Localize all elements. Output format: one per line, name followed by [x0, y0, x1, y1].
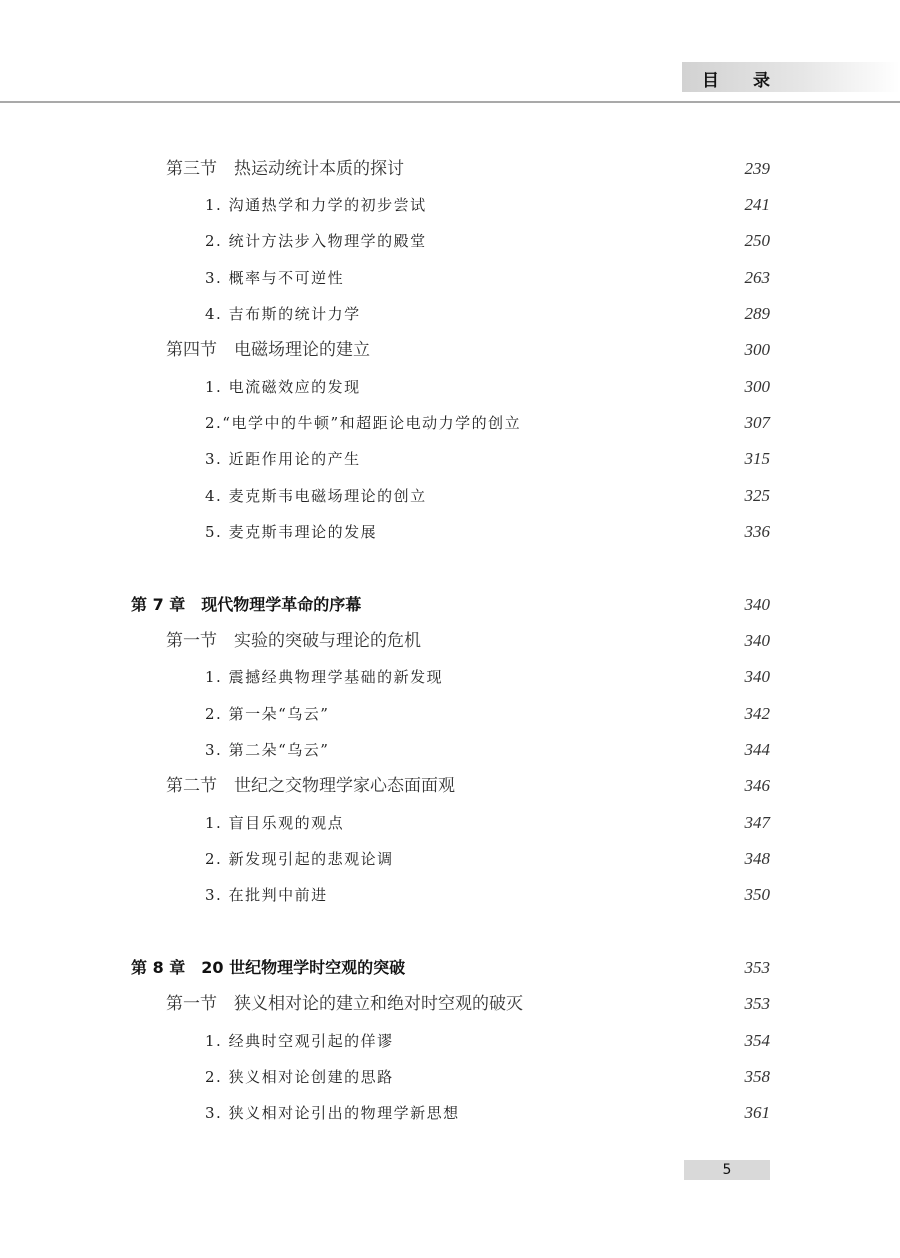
toc-entry-page: 353 — [744, 958, 770, 977]
toc-item — [0, 808, 900, 838]
toc-entry-title: 4. 吉布斯的统计力学 — [205, 305, 361, 323]
toc-item — [0, 408, 900, 438]
toc-item — [0, 880, 900, 910]
toc-entry-page: 346 — [744, 776, 770, 795]
toc-entry-title: 1. 电流磁效应的发现 — [205, 378, 361, 396]
toc-entry-title: 2. 第一朵“乌云” — [205, 705, 330, 723]
toc-entry-title: 5. 麦克斯韦理论的发展 — [205, 523, 378, 541]
toc-entry-title: 第二节 世纪之交物理学家心态面面观 — [166, 776, 455, 796]
toc-item — [0, 481, 900, 511]
toc-entry-page: 340 — [744, 595, 770, 614]
toc-item — [0, 662, 900, 692]
page-number: 5 — [722, 1162, 732, 1178]
toc-entry-page: 340 — [744, 667, 770, 686]
toc-section — [0, 989, 900, 1019]
toc-entry-title: 4. 麦克斯韦电磁场理论的创立 — [205, 487, 427, 505]
toc-section — [0, 335, 900, 365]
toc-item — [0, 263, 900, 293]
toc-entry-title: 3. 概率与不可逆性 — [205, 269, 345, 287]
toc-item — [0, 226, 900, 256]
toc-item — [0, 844, 900, 874]
toc-entry-title: 3. 在批判中前进 — [205, 886, 328, 904]
toc-item — [0, 444, 900, 474]
toc-entry-title: 第一节 实验的突破与理论的危机 — [166, 631, 421, 651]
toc-entry-title: 1. 盲目乐观的观点 — [205, 814, 345, 832]
toc-entry-title: 1. 沟通热学和力学的初步尝试 — [205, 196, 427, 214]
toc-entry-title: 3. 狭义相对论引出的物理学新思想 — [205, 1104, 460, 1122]
toc-item — [0, 1026, 900, 1056]
toc-entry-title: 2. 统计方法步入物理学的殿堂 — [205, 232, 427, 250]
toc-entry-page: 239 — [744, 159, 770, 178]
toc-entry-page: 325 — [744, 486, 770, 505]
toc-entry-page: 347 — [744, 813, 770, 832]
toc-entry-page: 340 — [744, 631, 770, 650]
toc-entry-title: 第四节 电磁场理论的建立 — [166, 340, 370, 360]
toc-item — [0, 190, 900, 220]
toc-entry-title: 1. 经典时空观引起的佯谬 — [205, 1032, 394, 1050]
toc-entry-page: 300 — [744, 340, 770, 359]
toc-entry-page: 354 — [744, 1031, 770, 1050]
toc-entry-page: 263 — [744, 268, 770, 287]
toc-entry-page: 289 — [744, 304, 770, 323]
header-title: 目录 — [702, 71, 804, 91]
toc-entry-page: 336 — [744, 522, 770, 541]
toc-item — [0, 1098, 900, 1128]
toc-section — [0, 771, 900, 801]
toc-chapter — [0, 590, 900, 620]
toc-entry-page: 241 — [744, 195, 770, 214]
toc-entry-page: 315 — [744, 449, 770, 468]
toc-entry-title: 第三节 热运动统计本质的探讨 — [166, 159, 404, 179]
toc-entry-page: 344 — [744, 740, 770, 759]
toc-entry-title: 3. 第二朵“乌云” — [205, 741, 330, 759]
toc-item — [0, 517, 900, 547]
toc-section — [0, 626, 900, 656]
toc-entry-title: 2. 新发现引起的悲观论调 — [205, 850, 394, 868]
toc-entry-title: 1. 震撼经典物理学基础的新发现 — [205, 668, 444, 686]
toc-item — [0, 735, 900, 765]
toc-entry-title: 2. 狭义相对论创建的思路 — [205, 1068, 394, 1086]
toc-entry-title: 第 7 章 现代物理学革命的序幕 — [131, 595, 362, 614]
toc-chapter — [0, 953, 900, 983]
toc-entry-page: 300 — [744, 377, 770, 396]
toc-item — [0, 1062, 900, 1092]
toc-entry-page: 250 — [744, 231, 770, 250]
toc-entry-page: 353 — [744, 994, 770, 1013]
toc-entry-page: 307 — [744, 413, 770, 432]
header-rule — [0, 101, 900, 103]
toc-entry-title: 3. 近距作用论的产生 — [205, 450, 361, 468]
toc-item — [0, 699, 900, 729]
toc-entry-title: 第 8 章 20 世纪物理学时空观的突破 — [131, 958, 406, 977]
toc-entry-page: 358 — [744, 1067, 770, 1086]
toc-entry-page: 342 — [744, 704, 770, 723]
toc-item — [0, 299, 900, 329]
toc-entry-title: 第一节 狭义相对论的建立和绝对时空观的破灭 — [166, 994, 523, 1014]
toc-entry-title: 2.“电学中的牛顿”和超距论电动力学的创立 — [205, 414, 522, 432]
toc-entry-page: 350 — [744, 885, 770, 904]
toc-section — [0, 154, 900, 184]
toc-item — [0, 372, 900, 402]
toc-entry-page: 348 — [744, 849, 770, 868]
toc-entry-page: 361 — [744, 1103, 770, 1122]
